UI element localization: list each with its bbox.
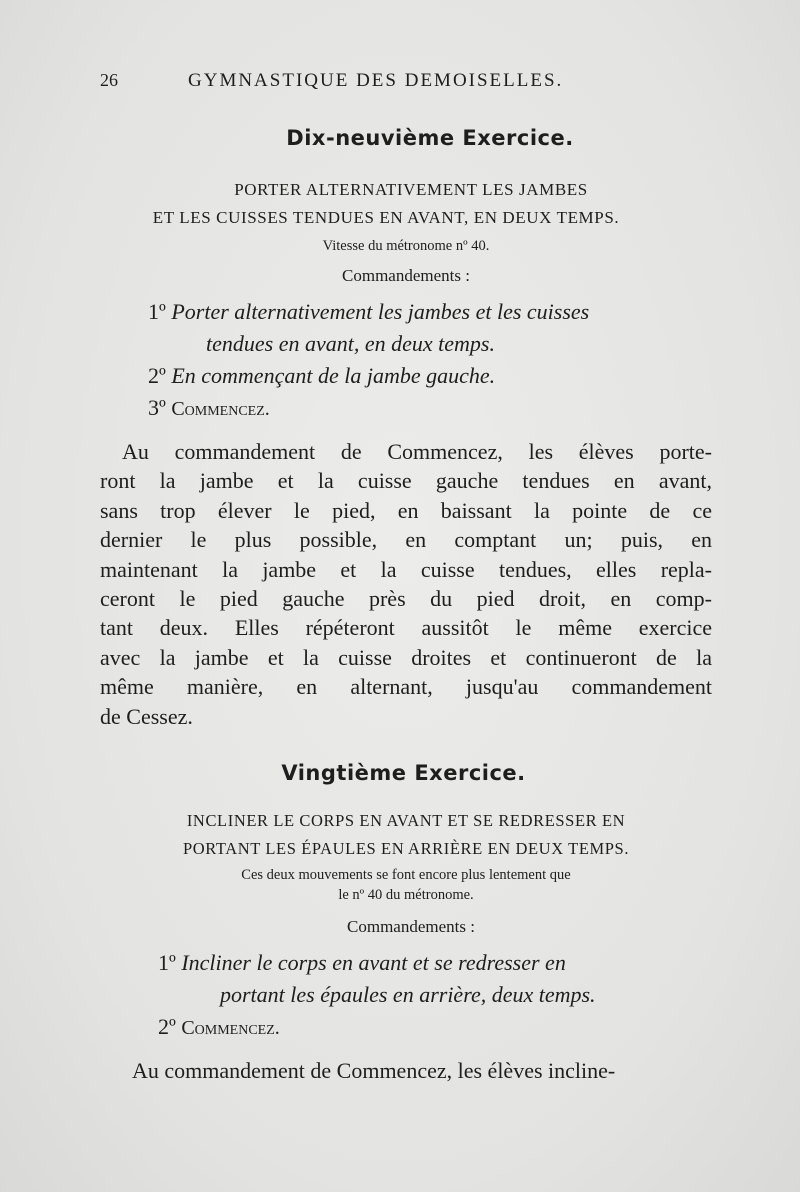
command-number: 1º [158, 950, 176, 976]
command-text: Porter alternativement les jambes et les cuisses [171, 299, 590, 324]
command-text: Commencez. [181, 1017, 280, 1040]
exercise-20-command-1 [100, 947, 712, 979]
page-number: 26 [100, 70, 118, 90]
exercise-20-command-2 [100, 1011, 712, 1044]
paragraph-line: tant deux. Elles répéteront aussitôt le même exercice [100, 615, 712, 641]
paragraph-line: ront la jambe et la cuisse gauche tendues en avant, [100, 468, 712, 494]
exercise-19-subtitle-line-2: ET LES CUISSES TENDUES EN AVANT, EN DEUX TEMPS. [152, 208, 620, 227]
paragraph-line: de Cessez. [100, 703, 193, 729]
command-text: En commençant de la jambe gauche. [171, 363, 496, 388]
exercise-20-note-line-2: le nº 40 du métronome. [338, 887, 474, 904]
command-text: Incliner le corps en avant et se redresser en [181, 950, 566, 976]
paragraph-line: avec la jambe et la cuisse droites et continueront de la [100, 644, 712, 670]
command-text: tendues en avant, en deux temps. [206, 331, 495, 356]
exercise-19-commands-heading: Commandements : [342, 266, 470, 285]
paragraph-line: sans trop élever le pied, en baissant la pointe de ce [100, 497, 712, 523]
paragraph-line: Au commandement de Commencez, les élèves incline- [132, 1058, 616, 1084]
command-text: portant les épaules en arrière, deux temps. [220, 982, 596, 1008]
exercise-20-command-1-cont [100, 979, 712, 1011]
exercise-19-title: Dix-neuvième Exercice. [286, 126, 574, 150]
paragraph-line: maintenant la jambe et la cuisse tendues, elles repla- [100, 556, 712, 582]
exercise-20-title: Vingtième Exercice. [281, 761, 526, 786]
exercise-19-command-1 [100, 296, 712, 328]
exercise-20-note-line-1: Ces deux mouvements se font encore plus lentement que [241, 867, 571, 884]
exercise-19-command-1-cont [100, 328, 712, 360]
command-number: 2º [158, 1014, 176, 1040]
command-number: 1º [148, 299, 166, 324]
paragraph-line: ceront le pied gauche près du pied droit, en comp- [100, 586, 712, 612]
exercise-19-subtitle-line-1: PORTER ALTERNATIVEMENT LES JAMBES [234, 180, 588, 199]
exercise-20-subtitle-line-2: PORTANT LES ÉPAULES EN ARRIÈRE EN DEUX TEMPS. [182, 839, 630, 859]
command-text: Commencez. [171, 398, 270, 420]
exercise-20-commands-heading: Commandements : [347, 917, 475, 937]
paragraph-line: même manière, en alternant, jusqu'au commandement [100, 674, 712, 700]
running-head [100, 70, 712, 92]
running-title: GYMNASTIQUE DES DEMOISELLES. [188, 70, 564, 91]
paragraph-line: dernier le plus possible, en comptant un; puis, en [100, 527, 712, 553]
exercise-19-command-2 [100, 360, 712, 392]
exercise-20-paragraph [100, 1056, 712, 1085]
exercise-19-speed: Vitesse du métronome nº 40. [322, 238, 490, 254]
command-number: 2º [148, 363, 166, 388]
exercise-20-subtitle-line-1: INCLINER LE CORPS EN AVANT ET SE REDRESSER EN [186, 811, 626, 831]
exercise-19-command-3 [100, 392, 712, 425]
command-number: 3º [148, 395, 166, 420]
paragraph-line: Au commandement de Commencez, les élèves porte- [122, 439, 712, 464]
exercise-19-paragraph [100, 437, 712, 731]
